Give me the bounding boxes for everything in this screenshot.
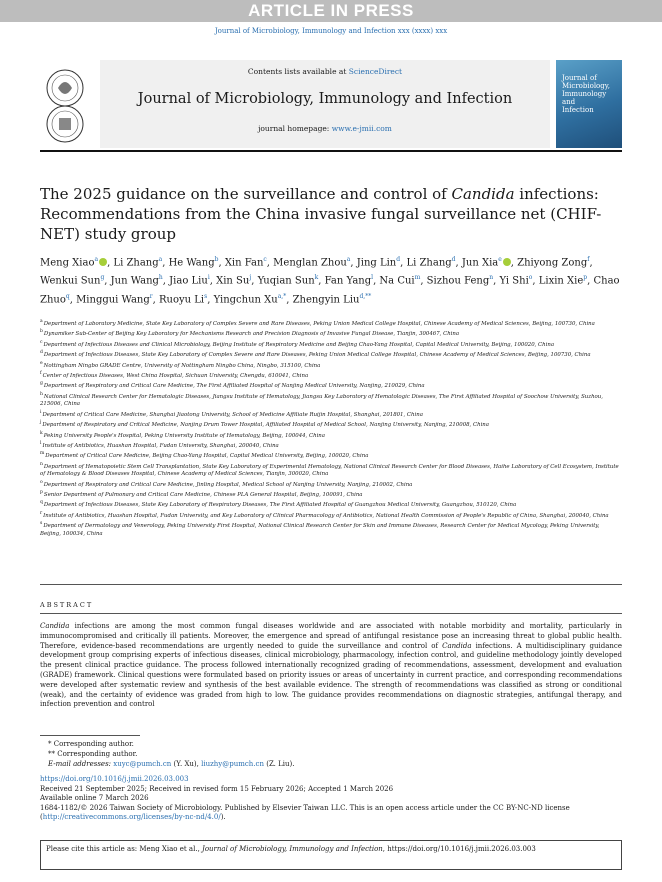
license-link[interactable]: http://creativecommons.org/licenses/by-nc-nd/4.0/ (42, 813, 221, 821)
journal-name: Journal of Microbiology, Immunology and Infection (137, 91, 513, 107)
author-affiliation-marker[interactable]: a (94, 256, 99, 263)
author-name: Meng Xiao (40, 257, 95, 269)
author-name: Na Cui (379, 275, 415, 287)
author-affiliation-marker[interactable]: r (149, 292, 153, 300)
author-name: Lixin Xie (538, 275, 584, 287)
affiliation-item: $^r$Institute of Antibiotics, Huashan Hospital, Fudan University, and Key Laboratory of Clinical Pharmacology of Antibiotics, National Health Commission of People's Republic of China, Shanghai, 200040, China (40, 510, 609, 519)
orcid-icon[interactable] (503, 258, 511, 266)
author-name: Jing Lin (356, 257, 397, 269)
author-affiliation-marker[interactable]: b (214, 256, 219, 263)
cite-this-article-box: Please cite this article as: Meng Xiao et al., Journal of Microbiology, Immunology and Infection, https://doi.org/10.1016/j.jmii.2026.03.003 (40, 840, 622, 870)
affiliation-item: $^d$Department of Infectious Diseases, State Key Laboratory of Complex Severe and Rare Diseases, Peking Union Medical College Hospital, Chinese Academy of Medical Sciences, Beijing, 100730, China (40, 350, 591, 358)
author-affiliation-marker[interactable]: s (204, 292, 208, 300)
available-online: Available online 7 March 2026 (40, 794, 149, 802)
author-name: Xin Fan (224, 257, 264, 269)
email-link-liu[interactable]: liuzhy@pumch.cn (201, 760, 264, 768)
author-name: Yingchun Xu (213, 293, 278, 305)
affiliation-item: $^j$Department of Respiratory and Critical Medicine, Nanjing Drum Tower Hospital, Affiliated Hospital of Medical School, Nanjing University, Nanjing, 210008, China (40, 420, 489, 428)
corresponding-author-2: ** Corresponding author. (48, 750, 138, 758)
author-name: Jiao Liu (169, 275, 208, 287)
corresponding-author-1: * Corresponding author. (48, 740, 134, 748)
license-line: (http://creativecommons.org/licenses/by-nc-nd/4.0/). (40, 813, 226, 821)
affiliation-item: $^h$National Clinical Research Center for Hematologic Diseases, Jiangsu Institute of Hematology, Jiangsu Key Laboratory of Hematologic Diseases, The First Affiliated Hospital of Soochow University, Suzhou, 215006, China (40, 391, 603, 408)
affiliation-list (40, 318, 622, 538)
abstract-text: Candida infections are among the most common fungal diseases worldwide and are associated with notable morbidity and mortality, particularly in immunocompromised and critically ill patients. Moreover, the emergence and spread of antifungal resistance pose an increasing threat to global public health. Therefore, evidence-based recommendations are urgently needed to guide the surveillance and control of Candida infections. A multidisciplinary guidance development group comprising experts of infectious diseases, clinical microbiology, pharmacology, infection control, and guideline methodology jointly developed the present clinical practice guidance. The process followed internationally recognized grading of recommendations, assessment, development and evaluation (GRADE) framework. Clinical questions were formulated based on priority issues or areas of uncertainty in current practice, and corresponding recommendations were developed after systematic review and synthesis of the best available evidence. The strength of recommendations was classified as strong or conditional (weak), and the certainty of evidence was graded from high to low. The guidance provides recommendations on diagnostic strategies, antifungal therapy, and infection prevention and control (40, 622, 622, 709)
author-affiliation-marker[interactable]: c (263, 256, 267, 263)
author-name: Wenkui Sun (40, 275, 101, 287)
abstract-heading: ABSTRACT (40, 601, 94, 609)
author-name: Zhiyong Zong (517, 257, 588, 269)
contents-line: Contents lists available at ScienceDirect (247, 67, 403, 76)
author-affiliation-marker[interactable]: a,* (277, 292, 287, 300)
article-title: The 2025 guidance on the surveillance and control of Candida infections: Recommendations from the China invasive fungal surveillance net (CHIF-NET) study group (40, 185, 602, 243)
society-seal-icon (40, 68, 90, 144)
author-affiliation-marker[interactable]: m (414, 274, 421, 282)
author-affiliation-marker[interactable]: j (249, 274, 252, 282)
author-name: Xin Su (216, 275, 250, 287)
author-name: Ruoyu Li (159, 293, 205, 305)
affiliation-item: $^p$Senior Department of Pulmonary and Critical Care Medicine, Chinese PLA General Hospital, Beijing, 100091, China (40, 490, 363, 498)
received-dates: Received 21 September 2025; Received in revised form 15 February 2026; Accepted 1 March 2026 (40, 784, 394, 793)
author-name: Minggui Wang (76, 293, 150, 305)
affiliation-item: $^o$Department of Respiratory and Critical Care Medicine, Jinling Hospital, Medical School of Nanjing University, Nanjing, 210002, China (40, 479, 413, 488)
author-affiliation-marker[interactable]: h (158, 274, 163, 282)
journal-cover-thumbnail: Journal of Microbiology, Immunology and Infection (556, 60, 622, 148)
author-name: Zhengyin Liu (292, 293, 360, 305)
author-affiliation-marker[interactable]: l (371, 274, 374, 282)
affiliation-item: $^b$Dynamiker Sub-Center of Beijing Key Laboratory for Mechanisms Research and Precision Diagnosis of Invasive Fungal Disease, Tianjin, 300467, China (40, 329, 460, 338)
author-name: Sizhou Feng (426, 275, 490, 287)
author-name: Li Zhang (406, 257, 452, 269)
author-name: Fan Yang (324, 275, 372, 287)
affiliation-item: $^q$Department of Infectious Diseases, State Key Laboratory of Respiratory Diseases, The First Affiliated Hospital of Guangzhou Medical University, Guangzhou, 510120, China (40, 500, 517, 509)
journal-masthead-center (100, 60, 550, 148)
abstract-rule-top (40, 584, 622, 585)
author-affiliation-marker[interactable]: a (346, 256, 351, 263)
affiliation-item: $^g$Department of Respiratory and Critical Care Medicine, The First Affiliated Hospital of Nanjing Medical University, Nanjing, 210029, China (40, 381, 425, 390)
author-affiliation-marker[interactable]: g (100, 274, 105, 282)
affiliation-item: $^m$Department of Critical Care Medicine, Beijing Chao-Yang Hospital, Capital Medical University, Beijing, 100020, China (40, 451, 369, 460)
copyright-line: 1684-1182/© 2026 Taiwan Society of Microbiology. Published by Elsevier Taiwan LLC. This is an open access article under the CC BY-NC-ND license (40, 803, 570, 812)
homepage-link[interactable]: www.e-jmii.com (331, 124, 392, 133)
orcid-icon[interactable] (99, 258, 107, 266)
affiliation-item: $^e$Nottingham Ningbo GRADE Centre, University of Nottingham Ningbo China, Ningbo, 315100, China (40, 360, 321, 369)
author-affiliation-marker[interactable]: d,** (359, 292, 372, 300)
email-link-xu[interactable]: xuyc@pumch.cn (113, 760, 172, 768)
author-name: Chao Zhuo (40, 275, 620, 305)
author-affiliation-marker[interactable]: q (65, 292, 70, 300)
author-affiliation-marker[interactable]: d (451, 256, 456, 263)
journal-reference[interactable]: Journal of Microbiology, Immunology and Infection xxx (xxxx) xxx (214, 27, 448, 35)
sciencedirect-link[interactable]: ScienceDirect (348, 67, 403, 76)
footnote-rule (40, 735, 140, 736)
doi-link[interactable]: https://doi.org/10.1016/j.jmii.2026.03.003 (40, 775, 189, 783)
abstract-rule-bottom (40, 613, 622, 614)
affiliation-item: $^i$Department of Critical Care Medicine, Shanghai Jiaotong University, School of Medicine Affiliate Ruijin Hospital, Shanghai, 201801, China (40, 409, 423, 418)
affiliation-item: $^c$Department of Infectious Diseases and Clinical Microbiology, Beijing Institute of Respiratory Medicine and Beijing Chao-Yang Hospital, Capital Medical University, Beijing, 100020, China (40, 339, 555, 348)
masthead (40, 60, 622, 150)
author-list: Meng Xiao$^a$ , Li Zhang$^a$, He Wang$^b$, Xin Fan$^c$, Menglan Zhou$^a$, Jing Lin$^d$, Li Zhang$^d$, Jun Xia$^e$ , Zhiyong Zong$^f$, Wenkui Sun$^g$, Jun Wang$^h$, Jiao Liu$^i$, Xin Su$^j$, Yuqian Sun$^k$, Fan Yang$^l$, Na Cui$^m$, Sizhou Feng$^n$, Yi Shi$^o$, Lixin Xie$^p$, Chao Zhuo$^q$, Minggui Wang$^r$, Ruoyu Li$^s$, Yingchun $Xu^{a,*}$, Zhengyin Liu$^{d,**}$ (40, 256, 620, 305)
author-affiliation-marker[interactable]: d (396, 256, 401, 263)
author-affiliation-marker[interactable]: o (528, 274, 533, 282)
author-name: Yi Shi (499, 275, 529, 287)
author-affiliation-marker[interactable]: n (489, 274, 494, 282)
affiliation-item: $^l$Institute of Antibiotics, Huashan Hospital, Fudan University, Shanghai, 200040, China (40, 440, 279, 449)
author-name: Li Zhang (113, 257, 159, 269)
author-name: Yuqian Sun (257, 275, 315, 287)
affiliation-item: $^s$Department of Dermatology and Venerology, Peking University First Hospital, National Clinical Research Center for Skin and Immune Diseases, Research Center for Medical Mycology, Peking University, Beijing, 100034, China (40, 521, 600, 537)
affiliation-item: $^f$Center of Infectious Diseases, West China Hospital, Sichuan University, Chengdu, 610041, China (40, 370, 309, 379)
article-in-press-banner: ARTICLE IN PRESS (0, 0, 662, 22)
affiliation-item: $^n$Department of Hematopoietic Stem Cell Transplantation, State Key Laboratory of Experimental Hematology, National Clinical Research Center for Blood Diseases, Haihe Laboratory of Cell Ecosystem, Institute of Hematology & Blood Diseases Hospital, Chinese Academy of Medical Sciences, Tianjin, 300020, China (40, 461, 619, 478)
masthead-rule (40, 150, 622, 152)
author-affiliation-marker[interactable]: a (158, 256, 163, 263)
author-affiliation-marker[interactable]: e (498, 256, 502, 263)
author-name: Menglan Zhou (273, 257, 347, 269)
affiliation-item: $^a$Department of Laboratory Medicine, State Key Laboratory of Complex Severe and Rare Diseases, Peking Union Medical College Hospital, Chinese Academy of Medical Sciences, Beijing, 100730, China (40, 319, 595, 327)
author-affiliation-marker[interactable]: f (587, 256, 590, 263)
author-name: He Wang (168, 257, 215, 269)
footnotes (48, 739, 294, 769)
affiliation-item: $^k$Peking University People's Hospital, Peking University Institute of Hematology, Beijing, 100044, China (40, 430, 325, 439)
homepage-line: journal homepage: www.e-jmii.com (258, 124, 392, 133)
email-line: E-mail addresses: xuyc@pumch.cn (Y. Xu), liuzhy@pumch.cn (Z. Liu). (48, 760, 295, 768)
article-history (40, 775, 622, 823)
author-affiliation-marker[interactable]: k (314, 274, 319, 282)
author-affiliation-marker[interactable]: p (583, 274, 588, 282)
author-affiliation-marker[interactable]: i (207, 274, 210, 282)
author-name: Jun Xia (461, 257, 499, 269)
author-name: Jun Wang (110, 275, 159, 287)
